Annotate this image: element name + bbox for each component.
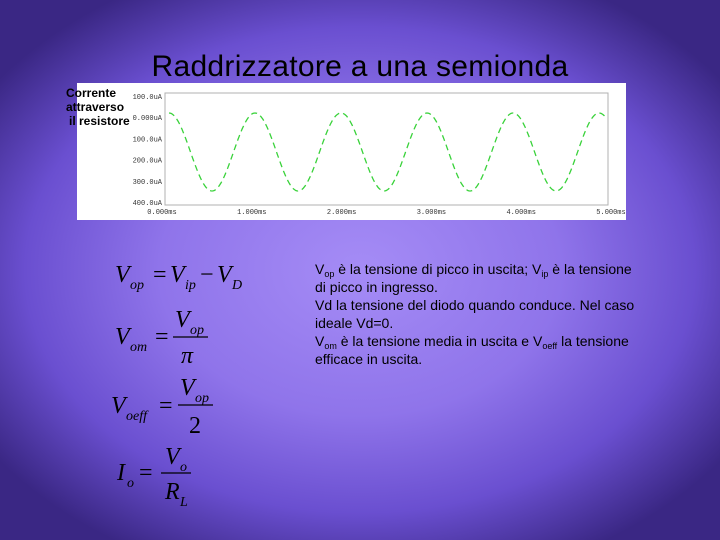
- slide-title: Raddrizzatore a una semionda: [151, 50, 569, 83]
- current-waveform-plot: [77, 83, 626, 220]
- formula-denominator: π: [181, 343, 194, 369]
- formula-subscript: oeff: [126, 409, 147, 424]
- y-axis-label: [66, 86, 130, 128]
- formula-denominator: R: [165, 479, 180, 505]
- formula-symbol: V: [170, 262, 185, 288]
- x-tick-label: 3.000ms: [416, 209, 447, 217]
- y-tick-label: 300.0uA: [132, 178, 162, 187]
- y-tick-label: 400.0uA: [132, 200, 162, 208]
- formula-numerator: V: [175, 307, 190, 333]
- formula-output-current: [116, 444, 191, 510]
- formula-subscript: op: [130, 278, 144, 293]
- formula-subscript: D: [232, 278, 243, 293]
- formula-block: [105, 245, 265, 515]
- desc-text: è la tensione media in uscita e V: [336, 333, 543, 349]
- formula-rms-output: [111, 375, 213, 439]
- formula-numerator: V: [165, 444, 180, 470]
- formula-equals: =: [153, 262, 167, 288]
- desc-text: V: [315, 261, 325, 277]
- y-axis-label-line: Corrente: [66, 86, 117, 100]
- x-tick-label: 2.000ms: [326, 209, 357, 217]
- desc-subscript: ip: [541, 269, 549, 279]
- formula-equals: =: [159, 393, 173, 419]
- formula-subscript: ip: [185, 278, 196, 293]
- formula-minus: −: [200, 262, 214, 288]
- description-paragraph-mean: [315, 332, 645, 368]
- desc-text: è la tensione di picco in ingresso.: [315, 261, 632, 295]
- formula-subscript: L: [180, 495, 188, 510]
- desc-text: è la tensione di picco in uscita; V: [334, 261, 542, 277]
- x-tick-label: 1.000ms: [237, 209, 267, 217]
- formula-symbol: V: [115, 262, 130, 288]
- y-axis-label-line: il resistore: [69, 114, 130, 128]
- formula-denominator: 2: [189, 413, 201, 439]
- desc-subscript: oeff: [542, 341, 558, 351]
- formula-numerator: V: [180, 375, 195, 401]
- description-paragraph-diode: Vd la tensione del diodo quando conduce. Nel caso ideale Vd=0.: [315, 297, 635, 331]
- y-axis-label-line: attraverso: [66, 100, 125, 114]
- y-tick-label: 0.000uA: [132, 115, 162, 124]
- formulas-svg: [105, 245, 265, 515]
- desc-subscript: op: [324, 269, 335, 279]
- formula-symbol: V: [115, 324, 130, 350]
- formula-subscript: om: [130, 340, 148, 355]
- oscilloscope-plot: [77, 83, 626, 220]
- x-tick-label: 5.000ms: [596, 209, 626, 217]
- formula-subscript: o: [127, 476, 134, 491]
- x-tick-label: 0.000ms: [147, 209, 177, 217]
- formula-equals: =: [139, 460, 153, 486]
- desc-text: la tensione efficace in uscita.: [315, 333, 629, 367]
- formula-symbol: V: [111, 393, 126, 419]
- formula-symbol: V: [217, 262, 232, 288]
- y-tick-label: 100.0uA: [132, 136, 162, 145]
- description-text: [315, 260, 645, 368]
- formula-average-output: [115, 307, 208, 369]
- desc-text: V: [315, 333, 325, 349]
- formula-subscript: o: [180, 460, 187, 475]
- formula-symbol: I: [117, 460, 125, 486]
- x-tick-label: 4.000ms: [506, 209, 536, 217]
- y-tick-label: 100.0uA: [132, 94, 162, 102]
- formula-equals: =: [155, 324, 169, 350]
- description-paragraph-peak: [315, 260, 645, 296]
- y-tick-label: 200.0uA: [132, 157, 162, 166]
- formula-peak-output: [115, 262, 242, 293]
- formula-subscript: op: [195, 391, 209, 406]
- desc-subscript: om: [324, 341, 337, 351]
- formula-subscript: op: [190, 323, 204, 338]
